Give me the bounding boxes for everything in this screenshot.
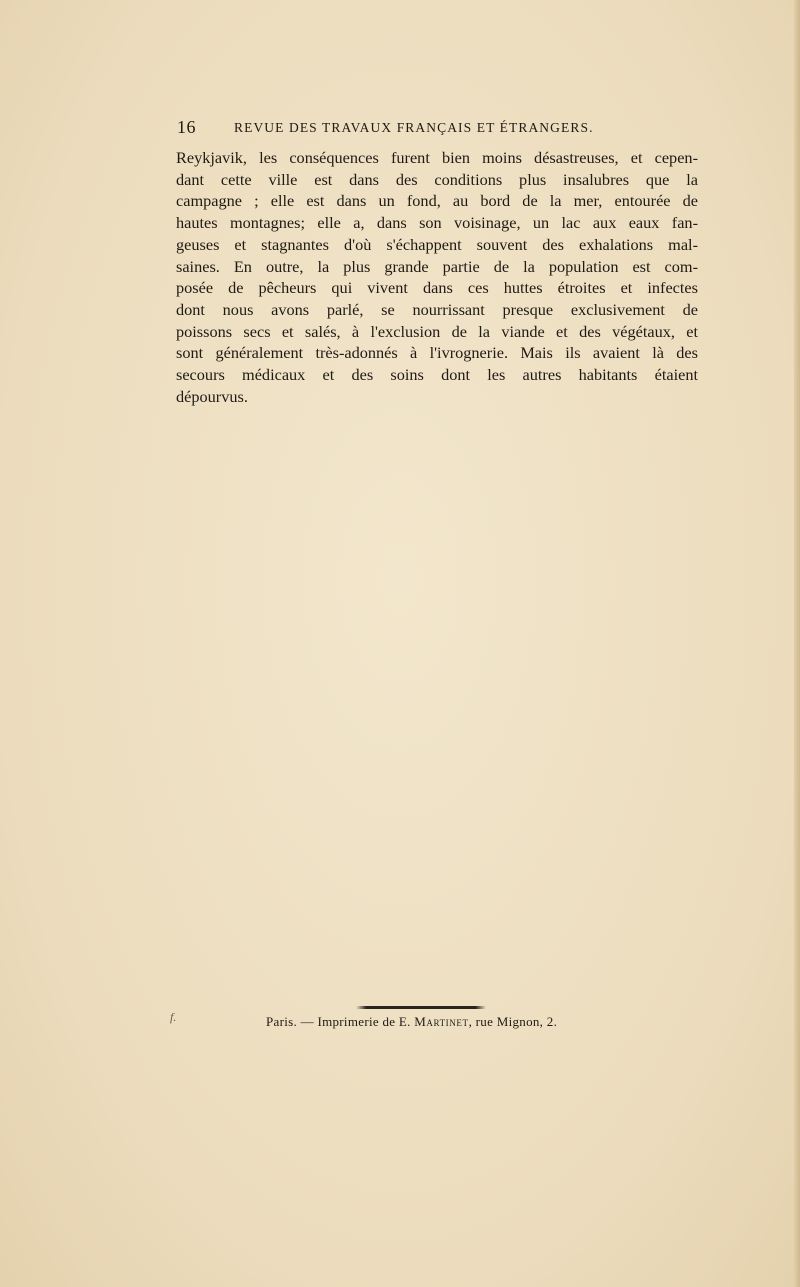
page-number: 16 — [177, 117, 196, 137]
footer-rule — [356, 1006, 486, 1009]
running-title: REVUE DES TRAVAUX FRANÇAIS ET ÉTRANGERS. — [234, 120, 594, 135]
imprint-printer-name: Martinet — [414, 1014, 469, 1029]
margin-mark: f. — [170, 1010, 177, 1024]
text-line: saines. En outre, la plus grande partie de la population est com- — [176, 256, 698, 276]
page-header — [177, 117, 627, 139]
imprint-prefix: Paris. — Imprimerie de E. — [266, 1014, 411, 1029]
text-line: dont nous avons parlé, se nourrissant presque exclusivement de — [176, 299, 698, 319]
page-edge — [794, 0, 800, 1287]
text-line: posée de pêcheurs qui vivent dans ces huttes étroites et infectes — [176, 278, 698, 298]
printer-imprint — [266, 1014, 557, 1030]
text-line: poissons secs et salés, à l'exclusion de la viande et des végétaux, et — [176, 321, 698, 341]
text-line: sont généralement très-adonnés à l'ivrognerie. Mais ils avaient là des — [176, 343, 698, 363]
text-line: dant cette ville est dans des conditions plus insalubres que la — [176, 169, 698, 189]
text-line: geuses et stagnantes d'où s'échappent souvent des exhalations mal- — [176, 234, 698, 254]
text-line: secours médicaux et des soins dont les autres habitants étaient — [176, 365, 698, 385]
text-line: hautes montagnes; elle a, dans son voisinage, un lac aux eaux fan- — [176, 213, 698, 233]
imprint-suffix: , rue Mignon, 2. — [468, 1014, 558, 1029]
text-line: dépourvus. — [176, 386, 248, 406]
text-line: campagne ; elle est dans un fond, au bord de la mer, entourée de — [176, 191, 698, 211]
body-paragraph — [176, 147, 698, 407]
text-line: Reykjavik, les conséquences furent bien moins désastreuses, et cepen- — [176, 148, 698, 167]
